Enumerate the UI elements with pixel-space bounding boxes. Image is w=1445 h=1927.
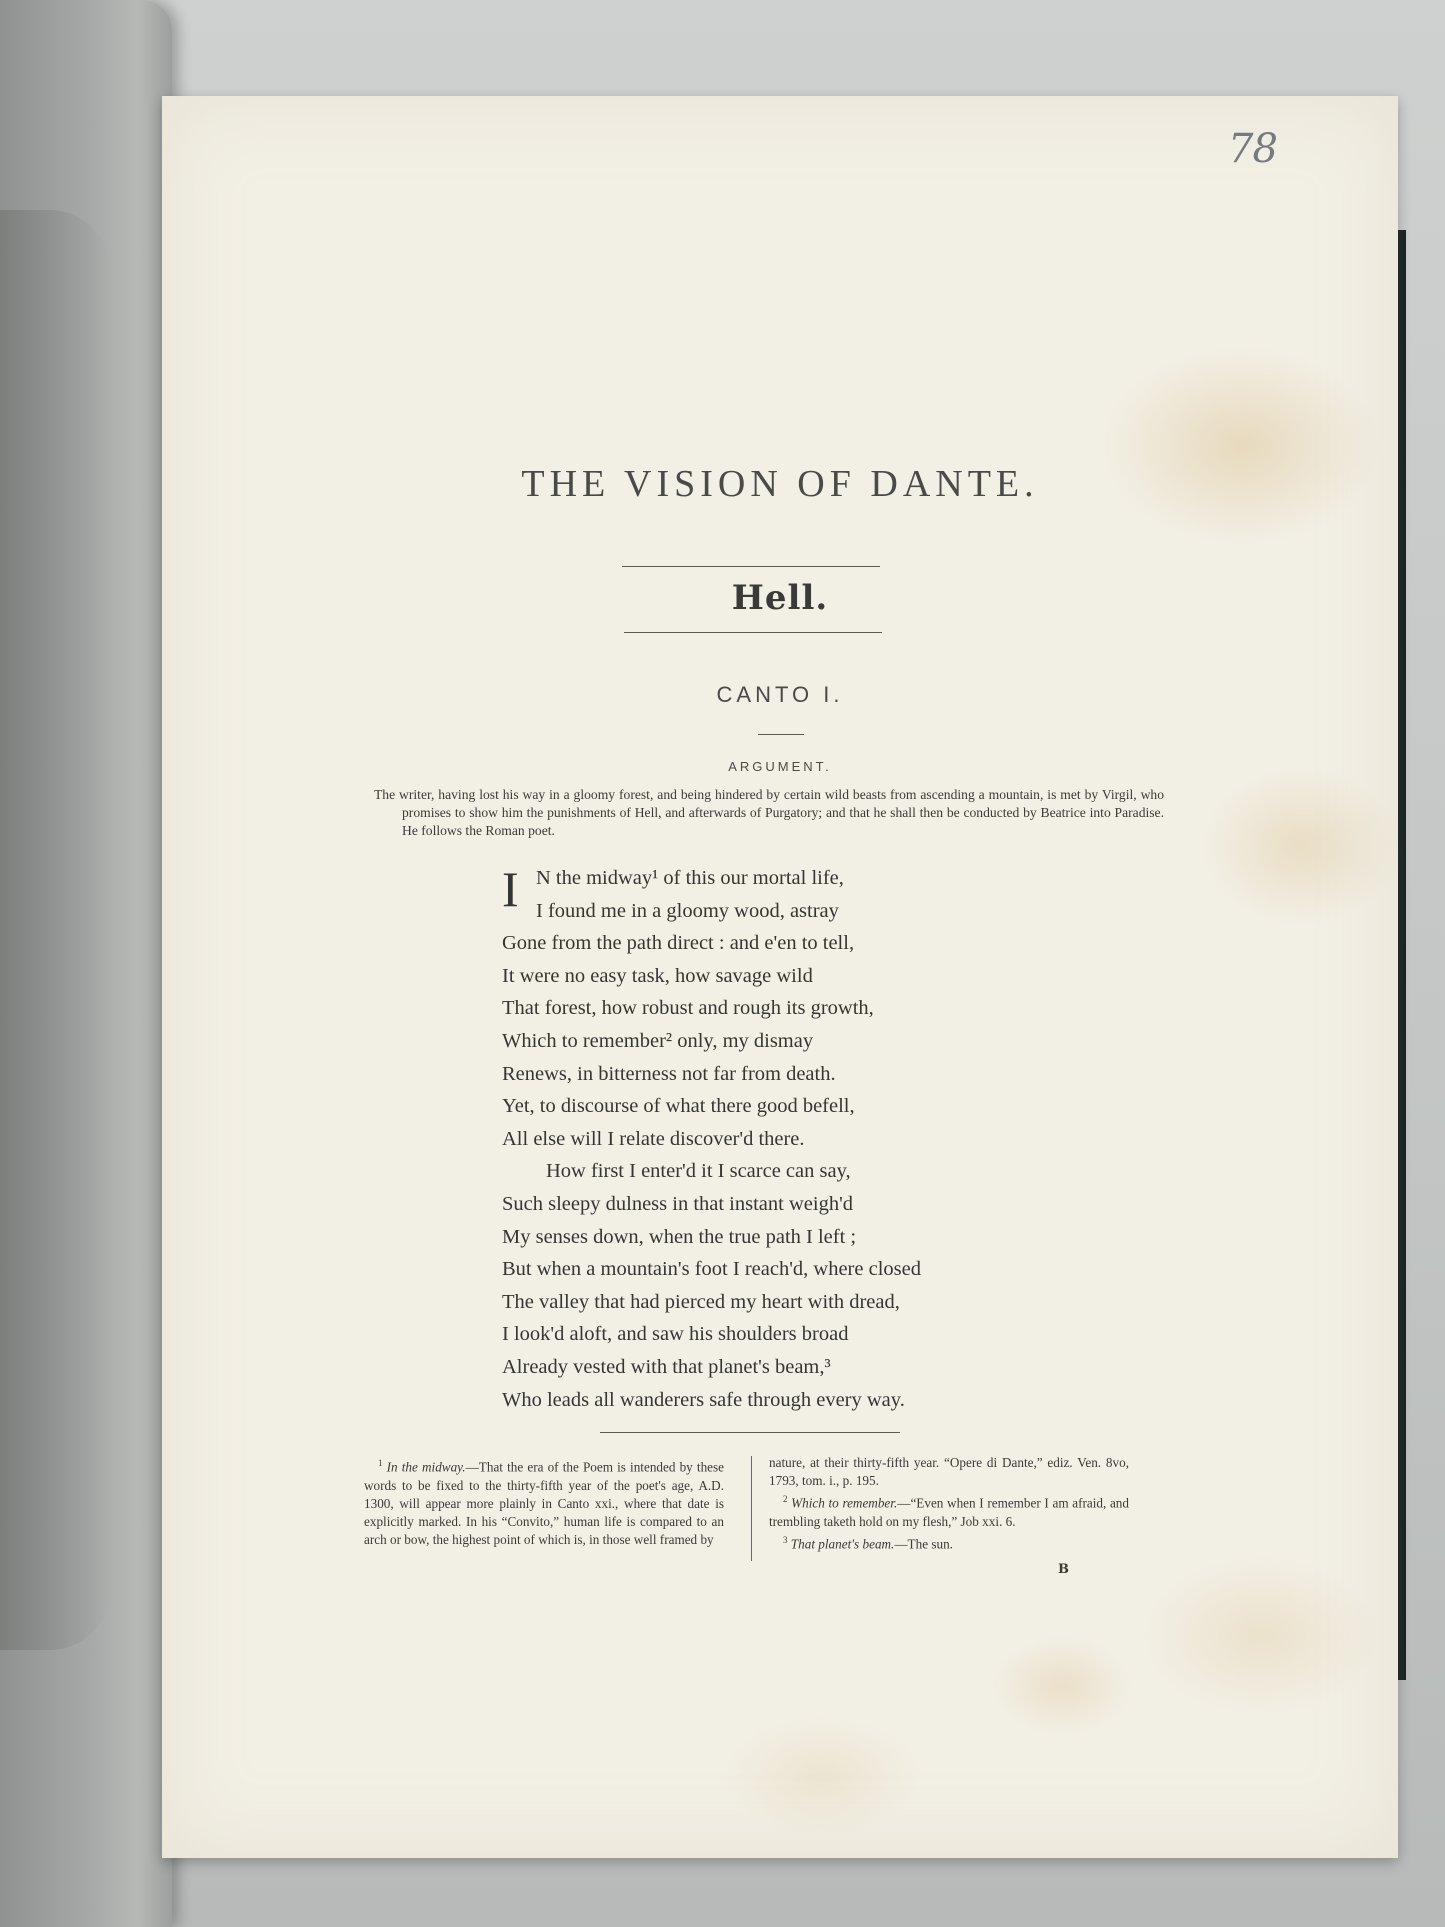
footnote-text: —“Even when I remember I am afraid, and trembling taketh hold on my flesh,” Job xxi. 6. <box>769 1495 1129 1529</box>
verse-line: Which to remember² only, my dismay <box>502 1029 814 1052</box>
book-title: THE VISION OF DANTE. <box>521 463 1039 505</box>
argument-heading: ARGUMENT. <box>728 759 832 774</box>
argument-text: The writer, having lost his way in a gloomy forest, and being hindered by certain wild beasts from ascending a mountain, is met by Virgil, who promises to show him the punishments of Hell, and afterwards of Purgatory; and that he shall then be conducted by Beatrice into Paradise. He follows the Roman poet. <box>374 787 1164 838</box>
footnote-text: —That the era of the Poem is intended by these words to be fixed to the thirty-fifth year of the poet's age, A.D. 1300, will appear more plainly in Canto xxi., where that date is explicitly marked. In his “Convito,” human life is compared to an arch or bow, the highest point of which is, in those well framed by <box>364 1459 725 1548</box>
verse-line: All else will I relate discover'd there. <box>502 1127 805 1150</box>
verse-line: I look'd aloft, and saw his shoulders broad <box>502 1323 849 1346</box>
poem-body <box>502 862 1062 1416</box>
footnote-column-divider <box>751 1456 752 1561</box>
canto-rule <box>758 734 804 735</box>
verse-line: Who leads all wanderers safe through every way. <box>502 1388 905 1411</box>
footnote-marker: 2 <box>783 1494 788 1505</box>
verse-line: But when a mountain's foot I reach'd, where closed <box>502 1258 921 1281</box>
verse-line: That forest, how robust and rough its growth, <box>502 997 874 1020</box>
verse-line: Such sleepy dulness in that instant weigh'd <box>502 1192 854 1215</box>
section-title: Hell. <box>731 578 829 618</box>
footnote-marker: 1 <box>378 1458 383 1468</box>
signature-mark: B <box>1058 1562 1069 1577</box>
footnote-1 <box>364 1454 724 1549</box>
verse-line: My senses down, when the true path I left ; <box>502 1225 857 1248</box>
footnote-rule <box>600 1432 900 1433</box>
verse-line: How first I enter'd it I scarce can say, <box>546 1160 851 1183</box>
verse-line: Gone from the path direct : and e'en to tell, <box>502 932 855 955</box>
verse-line: Already vested with that planet's beam,³ <box>502 1355 831 1378</box>
title-rule-bottom <box>624 632 882 633</box>
verse-line: I found me in a gloomy wood, astray <box>536 899 839 922</box>
facing-page-shadow <box>0 210 110 1650</box>
verse-line: The valley that had pierced my heart with dread, <box>502 1290 900 1313</box>
foxing-stain <box>722 1716 922 1836</box>
verse-line: It were no easy task, how savage wild <box>502 964 813 987</box>
footnote-column-left <box>364 1454 724 1549</box>
handwritten-page-number: 78 <box>1228 126 1277 172</box>
foxing-stain <box>1202 766 1402 926</box>
foxing-stain <box>1102 346 1382 546</box>
footnote-marker: 3 <box>783 1535 788 1546</box>
footnote-2 <box>769 1490 1129 1531</box>
book-page <box>162 96 1398 1858</box>
canto-title: CANTO I. <box>716 682 844 707</box>
footnote-keyword: In the midway. <box>386 1459 466 1475</box>
footnote-1-continuation: nature, at their thirty-fifth year. “Opere di Dante,” ediz. Ven. 8vo, 1793, tom. i., p. 195. <box>769 1455 1129 1489</box>
footnote-keyword: That planet's beam. <box>790 1536 895 1552</box>
footnote-column-right <box>769 1454 1129 1554</box>
footnote-3 <box>769 1531 1129 1554</box>
footnote-text: —The sun. <box>894 1536 953 1552</box>
verse-line: Renews, in bitterness not far from death. <box>502 1062 836 1085</box>
drop-cap: I <box>502 861 519 917</box>
foxing-stain <box>992 1636 1132 1736</box>
foxing-stain <box>1142 1556 1382 1716</box>
title-rule-top <box>622 566 880 567</box>
verse-line: Yet, to discourse of what there good befell, <box>502 1095 855 1118</box>
footnote-keyword: Which to remember. <box>791 1495 898 1511</box>
verse-line: N the midway¹ of this our mortal life, <box>536 867 844 889</box>
